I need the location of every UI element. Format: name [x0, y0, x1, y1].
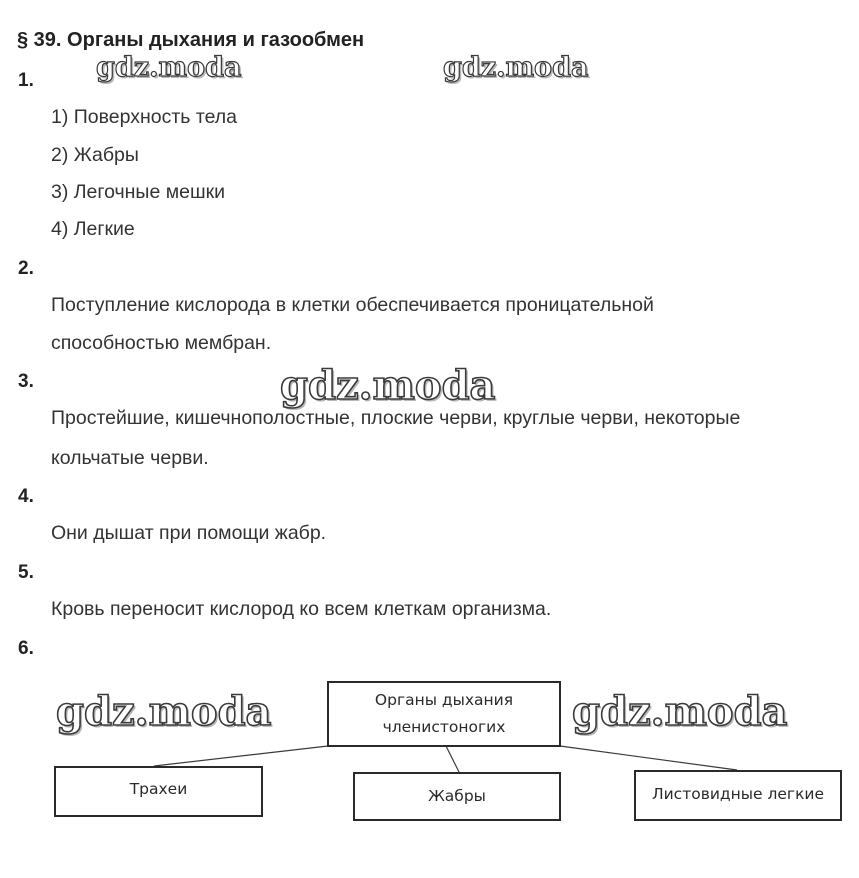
watermark-logo: gdz.moda [96, 52, 242, 83]
connector-line [560, 746, 737, 770]
diagram-child-box [634, 770, 842, 821]
diagram-child-label: Жабры [428, 787, 486, 805]
diagram-child-label: Трахеи [129, 780, 188, 798]
answer-line: 1) Поверхность тела [51, 106, 237, 128]
diagram-root-line: членистоногих [382, 718, 506, 736]
diagram-root-box [327, 681, 561, 747]
diagram-child-box [54, 766, 263, 817]
answer-line: 4) Легкие [51, 218, 135, 240]
connector-line [154, 746, 328, 766]
answer-line: Они дышат при помощи жабр. [51, 522, 327, 544]
answer-number: 4. [18, 486, 34, 507]
diagram-child-label: Листовидные легкие [651, 785, 825, 803]
answer-number: 2. [18, 258, 34, 279]
diagram-child-box [353, 772, 561, 821]
answer-line: Поступление кислорода в клетки обеспечивается проницательной [51, 294, 654, 316]
answer-number: 6. [18, 638, 34, 659]
watermark-logo: gdz.moda [56, 688, 272, 735]
answer-line: Кровь переносит кислород ко всем клеткам организма. [51, 598, 552, 620]
watermark-logo: gdz.moda [280, 362, 496, 409]
diagram-root-line: Органы дыхания [374, 691, 514, 709]
answer-number: 3. [18, 371, 34, 392]
page-title: § 39. Органы дыхания и газообмен [17, 29, 365, 51]
answer-line: Простейшие, кишечнополостные, плоские черви, круглые черви, некоторые [51, 407, 741, 429]
answer-line: 2) Жабры [51, 144, 139, 166]
answer-number: 5. [18, 562, 34, 583]
answer-line: 3) Легочные мешки [51, 181, 226, 203]
watermark-logo: gdz.moda [572, 688, 788, 735]
connector-line [446, 746, 459, 772]
answer-line: способностью мембран. [51, 332, 272, 354]
answer-number: 1. [18, 70, 34, 91]
answer-line: кольчатые черви. [51, 447, 209, 469]
watermark-logo: gdz.moda [443, 52, 589, 83]
